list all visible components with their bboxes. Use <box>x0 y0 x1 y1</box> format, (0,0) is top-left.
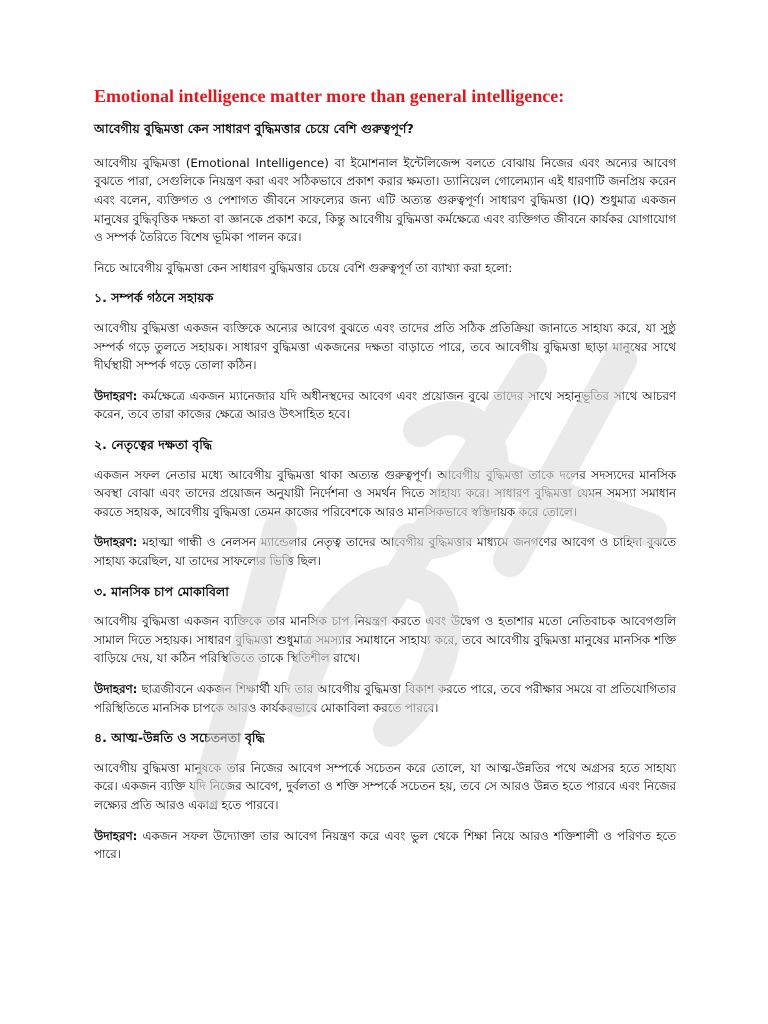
section-heading: ৪. আত্ম-উন্নতি ও সচেতনতা বৃদ্ধি <box>94 730 265 746</box>
example-label: উদাহরণ: <box>94 388 138 403</box>
document-page <box>94 86 676 876</box>
example-label: উদাহরণ: <box>94 535 138 550</box>
section-4 <box>94 729 676 864</box>
section-heading: ৩. মানসিক চাপ মোকাবিলা <box>94 583 229 599</box>
document-title: Emotional intelligence matter more than general intelligence: <box>94 86 565 106</box>
example-text: একজন সফল উদ্যোক্তা তার আবেগ নিয়ন্ত্রণ করে এবং ভুল থেকে শিক্ষা নিয়ে আরও শক্তিশালী ও পরিণত হতে পারে। <box>94 828 676 862</box>
section-3 <box>94 583 676 718</box>
example-text: মহাত্মা গান্ধী ও নেলসন ম্যান্ডেলার নেতৃত্ব তাদের আবেগীয় বুদ্ধিমত্তার মাধ্যমে জনগণের আবেগ ও চাহিদা বুঝতে সাহায্য করেছিল, যা তাদের সাফল্যের ভিত্তি ছিল। <box>94 535 676 569</box>
example-text: কর্মক্ষেত্রে একজন ম্যানেজার যদি অধীনস্থদের আবেগ এবং প্রয়োজন বুঝে তাদের সাথে সহানুভূতির সাথে আচরণ করেন, তবে তারা কাজের ক্ষেত্রে আরও উৎসাহিত হবে। <box>94 388 676 422</box>
section-example <box>94 387 676 424</box>
section-example <box>94 680 676 717</box>
example-text: ছাত্রজীবনে একজন শিক্ষার্থী যদি তার আবেগীয় বুদ্ধিমত্তা বিকাশ করতে পারে, তবে পরীক্ষার সময়ে বা প্রতিযোগিতার পরিস্থিতিতে মানসিক চাপকে আরও কার্যকরভাবে মোকাবিলা করতে পারবে। <box>94 682 676 715</box>
section-body: আবেগীয় বুদ্ধিমত্তা মানুষকে তার নিজের আবেগ সম্পর্কে সচেতন করে তোলে, যা আত্ম-উন্নতির পথে অগ্রসর হতে সাহায্য করে। একজন ব্যক্তি যদি নিজের আবেগ, দুর্বলতা ও শক্তি সম্পর্কে সচেতন হয়, তবে সে আরও উন্নত হতে পারবে এবং নিজের লক্ষ্যের প্রতি আরও একাগ্র হতে পারবে। <box>94 760 676 813</box>
lead-paragraph: নিচে আবেগীয় বুদ্ধিমত্তা কেন সাধারণ বুদ্ধিমত্তার চেয়ে বেশি গুরুত্বপূর্ণ তা ব্যাখ্যা করা হলো: <box>94 260 513 275</box>
example-label: উদাহরণ: <box>94 828 138 843</box>
section-body: আবেগীয় বুদ্ধিমত্তা একজন ব্যক্তিকে তার মানসিক চাপ নিয়ন্ত্রণ করতে এবং উদ্বেগ ও হতাশার মতো নেতিবাচক আবেগগুলি সামাল দিতে সহায়ক। সাধারণ বুদ্ধিমত্তা শুধুমাত্র সমস্যার সমাধানে সাহায্য করে, তবে আবেগীয় বুদ্ধিমত্তা মানুষের মানসিক শক্তি বাড়িয়ে দেয়, যা কঠিন পরিস্থিতিতে তাকে স্থিতিশীল রাখে। <box>94 614 676 666</box>
section-example <box>94 827 676 864</box>
section-heading: ১. সম্পর্ক গঠনে সহায়ক <box>94 290 214 306</box>
section-body: একজন সফল নেতার মধ্যে আবেগীয় বুদ্ধিমত্তা থাকা অত্যন্ত গুরুত্বপূর্ণ। আবেগীয় বুদ্ধিমত্তা তাকে দলের সদস্যদের মানসিক অবস্থা বোঝা এবং তাদের প্রয়োজন অনুযায়ী নির্দেশনা ও সমর্থন দিতে সাহায্য করে। সাধারণ বুদ্ধিমত্তা যেমন সমস্যা সমাধান করতে সহায়ক, আবেগীয় বুদ্ধিমত্তা তেমন কাজের পরিবেশকে আরও মানসিকভাবে স্বস্তিদায়ক করে তোলে। <box>94 467 676 519</box>
section-1 <box>94 289 676 424</box>
section-2 <box>94 436 676 571</box>
intro-paragraph: আবেগীয় বুদ্ধিমত্তা (Emotional Intelligence) বা ইমোশনাল ইন্টেলিজেন্স বলতে বোঝায় নিজের এবং অন্যের আবেগ বুঝতে পারা, সেগুলিকে নিয়ন্ত্রণ করা এবং সঠিকভাবে প্রকাশ করার ক্ষমতা। ড্যানিয়েল গোলেম্যান এই ধারণাটি জনপ্রিয় করেন এবং বলেন, ব্যক্তিগত ও পেশাগত জীবনে সাফল্যের জন্য এটি অত্যন্ত গুরুত্বপূর্ণ। সাধারণ বুদ্ধিমত্তা (IQ) শুধুমাত্র একজন মানুষের বুদ্ধিবৃত্তিক দক্ষতা বা জ্ঞানকে প্রকাশ করে, কিন্তু আবেগীয় বুদ্ধিমত্তা কর্মক্ষেত্রে এবং ব্যক্তিগত জীবনে কার্যকর যোগাযোগ ও সম্পর্ক তৈরিতে বিশেষ ভূমিকা পালন করে। <box>94 155 676 245</box>
document-subtitle: আবেগীয় বুদ্ধিমত্তা কেন সাধারণ বুদ্ধিমত্তার চেয়ে বেশি গুরুত্বপূর্ণ? <box>94 120 414 136</box>
example-label: উদাহরণ: <box>94 682 138 697</box>
section-body: আবেগীয় বুদ্ধিমত্তা একজন ব্যক্তিকে অন্যের আবেগ বুঝতে এবং তাদের প্রতি সঠিক প্রতিক্রিয়া জানাতে সাহায্য করে, যা সুষ্ঠু সম্পর্ক গড়ে তুলতে সহায়ক। সাধারণ বুদ্ধিমত্তা একজনের দক্ষতা বাড়াতে পারে, তবে আবেগীয় বুদ্ধিমত্তা ছাড়া মানুষের সাথে দীর্ঘস্থায়ী সম্পর্ক গড়ে তোলা কঠিন। <box>94 320 676 373</box>
section-example <box>94 533 676 570</box>
section-heading: ২. নেতৃত্বের দক্ষতা বৃদ্ধি <box>94 437 213 453</box>
